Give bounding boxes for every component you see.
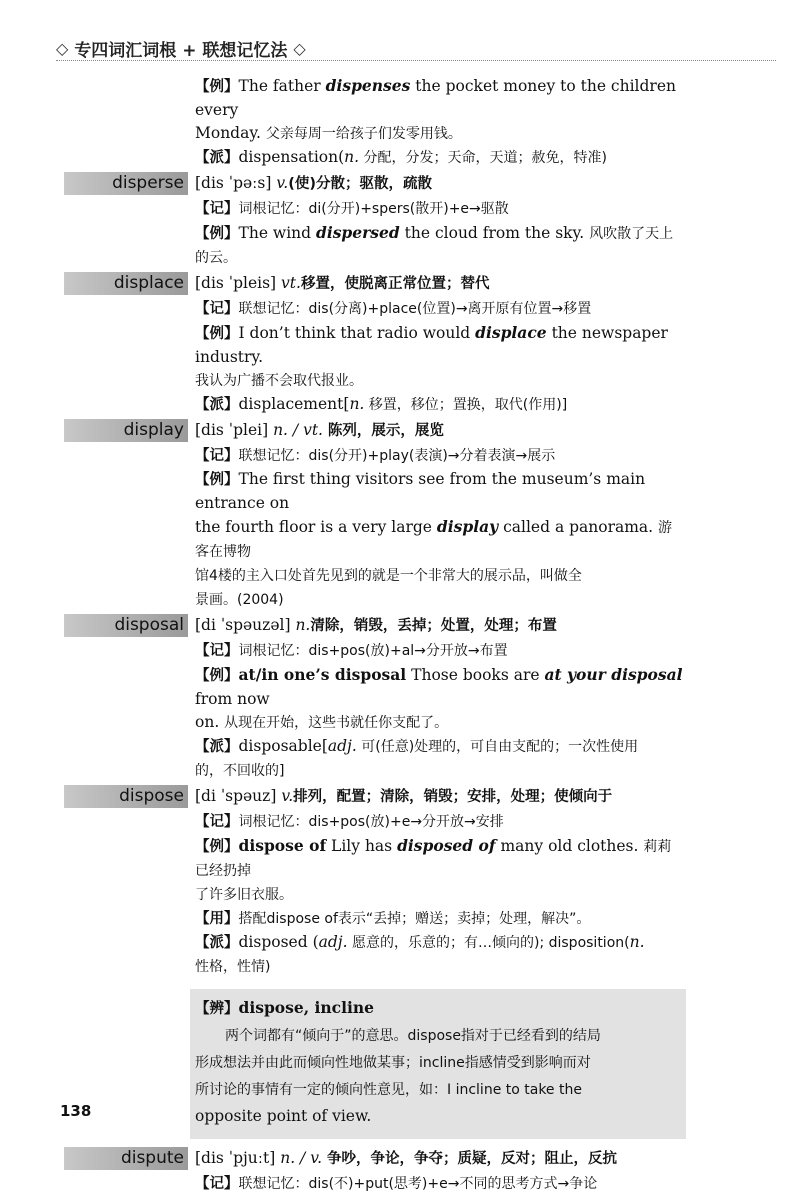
entry-definition: [di ˈspəuzəl] n.清除，销毁，丢掉；处置，处理；布置 [195, 616, 557, 634]
entry-definition: [dis ˈplei] n. / vt. 陈列，展示，展览 [195, 421, 444, 439]
distinction-text: 所讨论的事情有一定的倾向性意见，如：I incline to take the [195, 1082, 582, 1098]
example-line: 【例】I don’t think that radio would displace the newspaper industry. [195, 323, 668, 366]
memory-line: 【记】联想记忆：dis(分离)+place(位置)→离开原有位置→移置 [195, 301, 592, 317]
derivative-line: 【派】dispensation(n. 分配，分发；天命，天道；赦免，特准) [195, 148, 607, 166]
example-line: 【例】The father dispenses the pocket money to the children every [195, 76, 677, 119]
entry-definition: [di ˈspəuz] v.排列，配置；清除，销毁；安排，处理；使倾向于 [195, 787, 613, 805]
headword-bar [64, 272, 188, 295]
headword-in-example: dispenses [325, 76, 411, 95]
derivative-line: 【派】displacement[n. 移置，移位；置换，取代(作用)] [195, 395, 568, 413]
example-line: 【例】The wind dispersed the cloud from the sky. 风吹散了天上的云。 [195, 223, 674, 266]
entry-displace [0, 272, 800, 297]
entry-disperse [0, 172, 800, 197]
example-line: 【例】at/in one’s disposal Those books are at your disposal from now [195, 665, 683, 708]
derivative-line: 性格，性情) [195, 959, 271, 975]
entry-display [0, 419, 800, 444]
headword-bar [64, 1147, 188, 1170]
headword: dispute [120, 1148, 184, 1168]
headword: disperse [112, 173, 184, 193]
headword: dispose [119, 786, 184, 806]
memory-line: 【记】联想记忆：dis(不)+put(思考)+e→不同的思考方式→争论 [195, 1176, 598, 1192]
distinction-box [190, 989, 686, 1139]
page-number: 138 [60, 1102, 92, 1120]
diamond-icon: ◇ [56, 38, 69, 58]
distinction-text: 两个词都有“倾向于”的意思。dispose指对于已经看到的结局 [225, 1028, 601, 1044]
headword: displace [113, 273, 184, 293]
entry-dispute [0, 1147, 800, 1172]
headword-bar [64, 172, 188, 195]
example-tag: 【例】 [195, 79, 239, 95]
example-line: 景画。(2004) [195, 592, 284, 608]
example-line: 了许多旧衣服。 [195, 887, 293, 903]
entry-definition: [dis ˈpleis] vt.移置，使脱离正常位置；替代 [195, 274, 490, 292]
entry-definition: [dis ˈpjuːt] n. / v. 争吵，争论，争夺；质疑，反对；阻止，反抗 [195, 1149, 617, 1167]
page-content [0, 74, 800, 1196]
memory-line: 【记】词根记忆：di(分开)+spers(散开)+e→驱散 [195, 201, 509, 217]
example-line: 我认为广播不会取代报业。 [195, 373, 363, 389]
entry-disposal [0, 614, 800, 639]
example-line: the fourth floor is a very large display called a panorama. 游客在博物 [195, 517, 673, 560]
example-line: 【例】dispose of Lily has disposed of many old clothes. 莉莉已经扔掉 [195, 836, 672, 879]
headword: disposal [114, 615, 184, 635]
example-line: Monday. 父亲每周一给孩子们发零用钱。 [195, 124, 462, 142]
headword: display [123, 420, 184, 440]
usage-line: 【用】搭配dispose of表示“丢掉；赠送；卖掉；处理，解决”。 [195, 911, 591, 927]
distinction-title: 【辨】dispose, incline [195, 998, 375, 1017]
headword-bar [64, 785, 188, 808]
entry-dispose [0, 785, 800, 810]
example-line: 馆4楼的主入口处首先见到的就是一个非常大的展示品，叫做全 [195, 568, 582, 584]
memory-line: 【记】联想记忆：dis(分开)+play(表演)→分着表演→展示 [195, 448, 556, 464]
memory-line: 【记】词根记忆：dis+pos(放)+e→分开放→安排 [195, 814, 504, 830]
headword-bar [64, 614, 188, 637]
diamond-icon: ◇ [293, 38, 306, 58]
header-title: 专四词汇词根 + 联想记忆法 [74, 40, 288, 61]
derivative-line: 【派】disposable[adj. 可(任意)处理的，可自由支配的；一次性使用 [195, 737, 639, 755]
running-header [56, 36, 776, 61]
entry-definition: [dis ˈpəːs] v.(使)分散；驱散，疏散 [195, 174, 432, 192]
derivative-line: 的，不回收的] [195, 763, 285, 779]
example-line: 【例】The first thing visitors see from the museum’s main entrance on [195, 470, 646, 512]
distinction-text: opposite point of view. [195, 1107, 372, 1125]
headword-bar [64, 419, 188, 442]
distinction-text: 形成想法并由此而倾向性地做某事；incline指感情受到影响而对 [195, 1055, 591, 1071]
memory-line: 【记】词根记忆：dis+pos(放)+al→分开放→布置 [195, 643, 508, 659]
example-line: on. 从现在开始，这些书就任你支配了。 [195, 713, 449, 731]
derivative-line: 【派】disposed (adj. 愿意的，乐意的；有…倾向的); disposition(n. [195, 933, 645, 951]
